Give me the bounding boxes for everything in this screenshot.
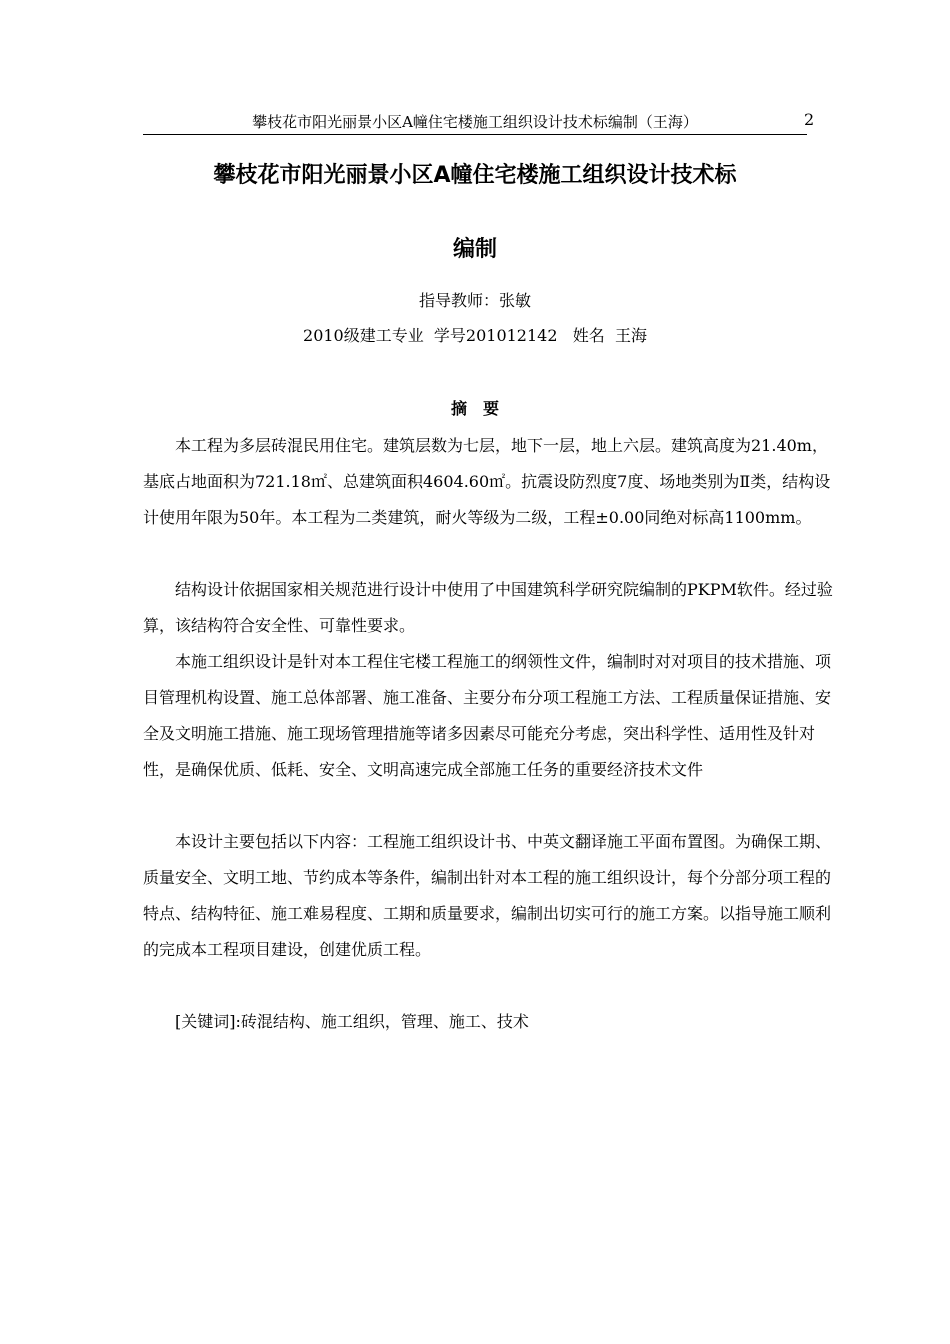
running-header [143,112,807,135]
abstract-paragraph-4: 本设计主要包括以下内容：工程施工组织设计书、中英文翻译施工平面布置图。为确保工期、质量安全、文明工地、节约成本等条件，编制出针对本工程的施工组织设计，每个分部分项工程的特点、结构特征、施工难易程度、工期和质量要求，编制出切实可行的施工方案。以指导施工顺利的完成本工程项目建设，创建优质工程。 [143,832,832,959]
keywords-line: [关键词]:砖混结构、施工组织，管理、施工、技术 [175,1012,529,1031]
page-number: 2 [804,110,815,129]
running-header-title: 攀枝花市阳光丽景小区A幢住宅楼施工组织设计技术标编制（王海） [252,113,698,131]
abstract-paragraph-3: 本施工组织设计是针对本工程住宅楼工程施工的纲领性文件，编制时对对项目的技术措施、项目管理机构设置、施工总体部署、施工准备、主要分布分项工程施工方法、工程质量保证措施、安全及文明施工措施、施工现场管理措施等诸多因素尽可能充分考虑，突出科学性、适用性及针对性，是确保优质、低耗、安全、文明高速完成全部施工任务的重要经济技术文件 [143,652,832,779]
document-title-line-1: 攀枝花市阳光丽景小区A幢住宅楼施工组织设计技术标 [213,163,737,188]
advisor-line: 指导教师：张敏 [418,291,531,310]
student-info-line: 2010级建工专业 学号201012142 姓名 王海 [303,326,647,345]
abstract-paragraph-1: 本工程为多层砖混民用住宅。建筑层数为七层，地下一层，地上六层。建筑高度为21.40m，基底占地面积为721.18㎡、总建筑面积4604.60㎡。抗震设防烈度7度、场地类别为Ⅱ类，结构设计使用年限为50年。本工程为二类建筑，耐火等级为二级，工程±0.00同绝对标高1100mm。 [143,436,831,527]
document-title-line-2: 编制 [452,237,497,262]
abstract-paragraph-2: 结构设计依据国家相关规范进行设计中使用了中国建筑科学研究院编制的PKPM软件。经过验算，该结构符合安全性、可靠性要求。 [143,580,833,635]
abstract-heading: 摘 要 [450,399,499,418]
abstract-body [143,428,843,1040]
